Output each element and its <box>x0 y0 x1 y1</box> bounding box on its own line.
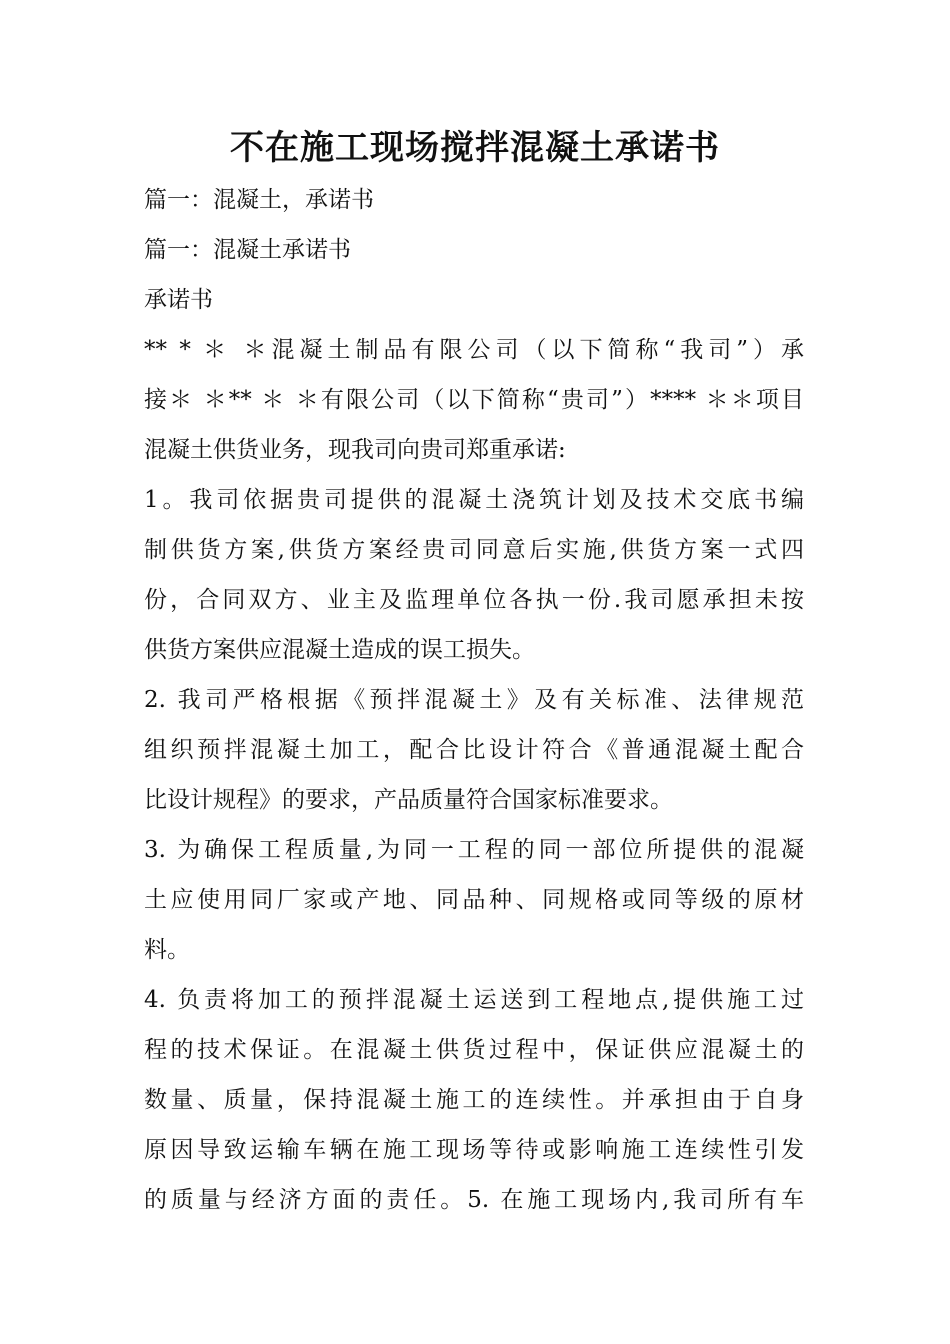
text-line-5: 接＊ ＊** ＊ ＊有限公司（以下简称“贵司”）**** ＊＊项目 <box>144 387 804 413</box>
text-line-8: 制供货方案,供货方案经贵司同意后实施,供货方案一式四 <box>144 537 804 563</box>
text-line-13: 比设计规程》的要求，产品质量符合国家标准要求。 <box>144 787 673 813</box>
text-line-21: 的质量与经济方面的责任。5. 在施工现场内,我司所有车 <box>144 1187 804 1213</box>
text-line-6: 混凝土供货业务，现我司向贵司郑重承诺: <box>144 437 566 463</box>
text-line-7: 1。我司依据贵司提供的混凝土浇筑计划及技术交底书编 <box>144 487 804 513</box>
text-line-2: 篇一：混凝土承诺书 <box>144 237 351 263</box>
text-line-4: ** * ＊ ＊混凝土制品有限公司（以下简称“我司”）承 <box>144 337 804 363</box>
text-line-11: 2. 我司严格根据《预拌混凝土》及有关标准、法律规范 <box>144 687 804 713</box>
text-line-9: 份，合同双方、业主及监理单位各执一份.我司愿承担未按 <box>144 587 804 613</box>
text-line-3: 承诺书 <box>144 287 213 313</box>
text-line-16: 料。 <box>144 937 190 963</box>
text-line-20: 原因导致运输车辆在施工现场等待或影响施工连续性引发 <box>144 1137 804 1163</box>
text-line-17: 4. 负责将加工的预拌混凝土运送到工程地点,提供施工过 <box>144 987 804 1013</box>
text-line-1: 篇一：混凝土，承诺书 <box>144 187 374 213</box>
document-title: 不在施工现场搅拌混凝土承诺书 <box>230 128 720 168</box>
text-line-15: 土应使用同厂家或产地、同品种、同规格或同等级的原材 <box>144 887 804 913</box>
text-line-12: 组织预拌混凝土加工，配合比设计符合《普通混凝土配合 <box>144 737 804 763</box>
text-line-18: 程的技术保证。在混凝土供货过程中，保证供应混凝土的 <box>144 1037 804 1063</box>
text-line-10: 供货方案供应混凝土造成的误工损失。 <box>144 637 535 663</box>
text-line-14: 3. 为确保工程质量,为同一工程的同一部位所提供的混凝 <box>144 837 804 863</box>
text-line-19: 数量、质量，保持混凝土施工的连续性。并承担由于自身 <box>144 1087 804 1113</box>
